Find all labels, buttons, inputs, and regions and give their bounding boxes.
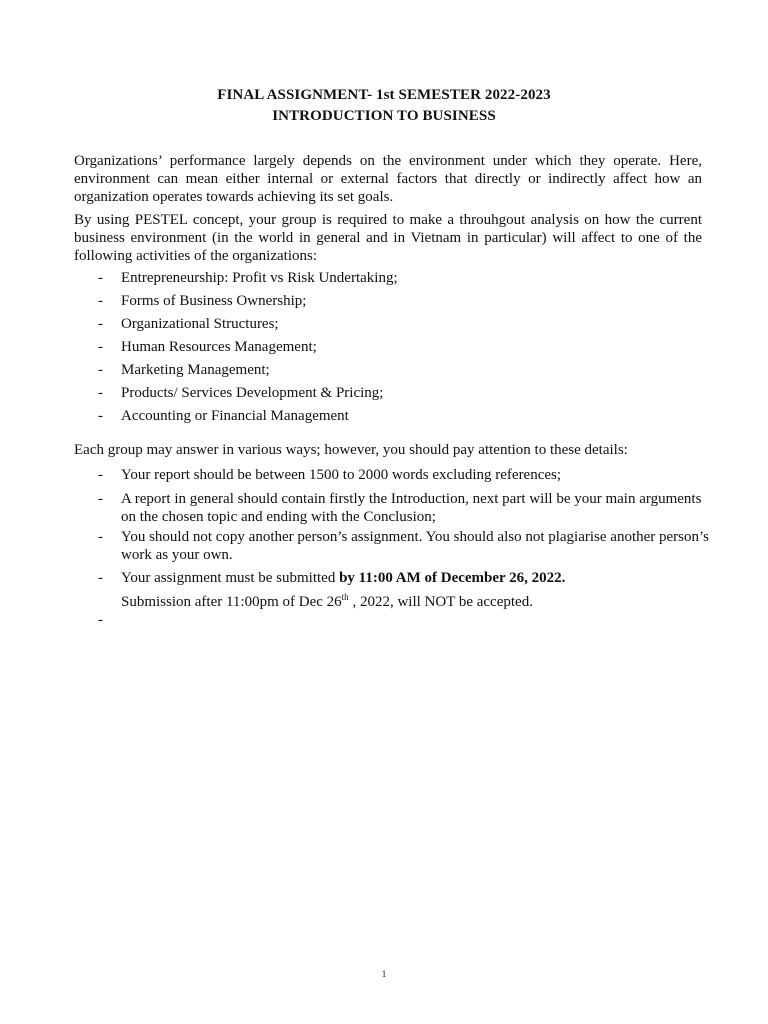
list-item: - Entrepreneurship: Profit vs Risk Undertaking; [98,270,398,286]
list-item: - Products/ Services Development & Pricing; [98,385,384,401]
list-item: - You should not copy another person’s assignment. You should also not plagiarise another person’s work as your own. [98,529,710,563]
list-item: - Accounting or Financial Management [98,408,349,424]
course-title: INTRODUCTION TO BUSINESS [272,108,496,124]
empty-list-item: - [98,612,103,628]
submission-deadline-item: - Your assignment must be submitted by 11:00 AM of December 26, 2022. Submission after 11:00pm of Dec 26th , 2022, will NOT be accepted. [98,570,566,610]
list-item: - Human Resources Management; [98,339,317,355]
list-item: - Marketing Management; [98,362,270,378]
deadline-text: by 11:00 AM of December 26, 2022. [339,570,566,586]
late-policy-text: Submission after 11:00pm of Dec 26 [121,594,342,610]
details-list [74,466,714,618]
task-paragraph: By using PESTEL concept, your group is required to make a throuhgout analysis on how the current business environment (in the world in general and in Vietnam in particular) will affect to one of the following activities of the organizations: [74,212,702,264]
page-number: 1 [381,969,387,979]
details-paragraph: Each group may answer in various ways; however, you should pay attention to these details: [74,442,628,458]
intro-paragraph: Organizations’ performance largely depends on the environment under which they operate. Here, environment can mean either internal or external factors that directly or indirectly affect how an organization operates towards achieving its set goals. [74,153,702,205]
activities-list [74,269,714,430]
list-item: - Forms of Business Ownership; [98,293,307,309]
list-item: - Organizational Structures; [98,316,279,332]
list-item: - Your report should be between 1500 to 2000 words excluding references; [98,467,562,483]
assignment-title: FINAL ASSIGNMENT- 1st SEMESTER 2022-2023 [217,87,551,103]
list-item: - A report in general should contain firstly the Introduction, next part will be your main arguments on the chosen topic and ending with the Conclusion; [98,491,702,525]
